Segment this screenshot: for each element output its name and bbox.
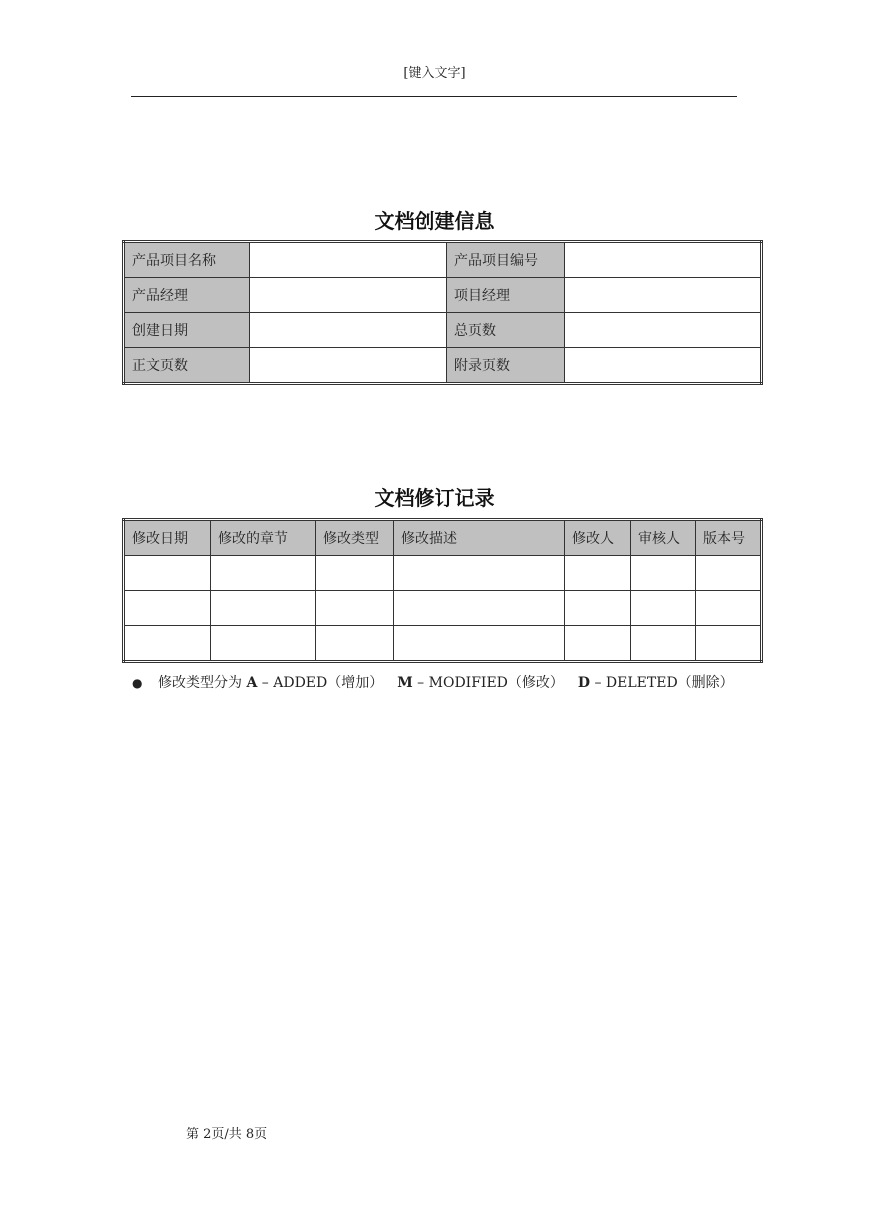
- table-row: [124, 591, 762, 626]
- info-label: 正文页数: [124, 348, 250, 384]
- column-header: 修改类型: [316, 520, 394, 556]
- info-value-cell[interactable]: [250, 242, 447, 278]
- table-cell[interactable]: [316, 556, 394, 591]
- table-cell[interactable]: [124, 626, 211, 662]
- table-cell[interactable]: [696, 556, 762, 591]
- table-cell[interactable]: [696, 626, 762, 662]
- table-cell[interactable]: [696, 591, 762, 626]
- added-text: – ADDED（增加）: [257, 675, 384, 691]
- info-value-cell[interactable]: [565, 313, 762, 348]
- table-header-row: [124, 520, 762, 556]
- table-row: [124, 242, 762, 278]
- table-cell[interactable]: [211, 626, 316, 662]
- info-value-cell[interactable]: [250, 313, 447, 348]
- deleted-key: D: [577, 675, 591, 691]
- info-label: 产品项目名称: [124, 242, 250, 278]
- added-key: A: [246, 675, 258, 691]
- table-cell[interactable]: [631, 556, 696, 591]
- table-cell[interactable]: [394, 626, 565, 662]
- page-number-footer: 第 2页/共 8页: [186, 1127, 268, 1142]
- table-cell[interactable]: [316, 626, 394, 662]
- table-cell[interactable]: [631, 591, 696, 626]
- modified-text: – MODIFIED（修改）: [412, 675, 564, 691]
- table-cell[interactable]: [394, 556, 565, 591]
- revision-section-title: 文档修订记录: [374, 486, 495, 510]
- info-value-cell[interactable]: [250, 278, 447, 313]
- info-label: 创建日期: [124, 313, 250, 348]
- table-row: [124, 313, 762, 348]
- column-header: 修改日期: [124, 520, 211, 556]
- document-info-table: [122, 240, 763, 385]
- table-cell[interactable]: [565, 626, 631, 662]
- column-header: 修改的章节: [211, 520, 316, 556]
- revision-record-table: [122, 518, 763, 663]
- info-value-cell[interactable]: [565, 278, 762, 313]
- info-label: 附录页数: [447, 348, 565, 384]
- table-cell[interactable]: [565, 591, 631, 626]
- bullet-icon: ●: [132, 676, 143, 690]
- revision-type-note: [132, 672, 832, 692]
- table-cell[interactable]: [394, 591, 565, 626]
- note-prefix: 修改类型分为: [158, 675, 242, 691]
- info-label: 总页数: [447, 313, 565, 348]
- table-row: [124, 278, 762, 313]
- info-label: 项目经理: [447, 278, 565, 313]
- modified-key: M: [397, 675, 413, 691]
- page-header-text: [键入文字]: [403, 66, 466, 81]
- header-divider: [131, 96, 737, 97]
- info-value-cell[interactable]: [250, 348, 447, 384]
- info-value-cell[interactable]: [565, 348, 762, 384]
- table-cell[interactable]: [211, 591, 316, 626]
- table-cell[interactable]: [211, 556, 316, 591]
- column-header: 版本号: [696, 520, 762, 556]
- table-cell[interactable]: [631, 626, 696, 662]
- table-cell[interactable]: [565, 556, 631, 591]
- table-cell[interactable]: [124, 556, 211, 591]
- deleted-text: – DELETED（删除）: [590, 675, 734, 691]
- column-header: 修改人: [565, 520, 631, 556]
- info-label: 产品项目编号: [447, 242, 565, 278]
- table-row: [124, 626, 762, 662]
- table-cell[interactable]: [316, 591, 394, 626]
- info-section-title: 文档创建信息: [374, 209, 495, 233]
- column-header: 审核人: [631, 520, 696, 556]
- table-cell[interactable]: [124, 591, 211, 626]
- info-value-cell[interactable]: [565, 242, 762, 278]
- column-header: 修改描述: [394, 520, 565, 556]
- table-row: [124, 556, 762, 591]
- info-label: 产品经理: [124, 278, 250, 313]
- table-row: [124, 348, 762, 384]
